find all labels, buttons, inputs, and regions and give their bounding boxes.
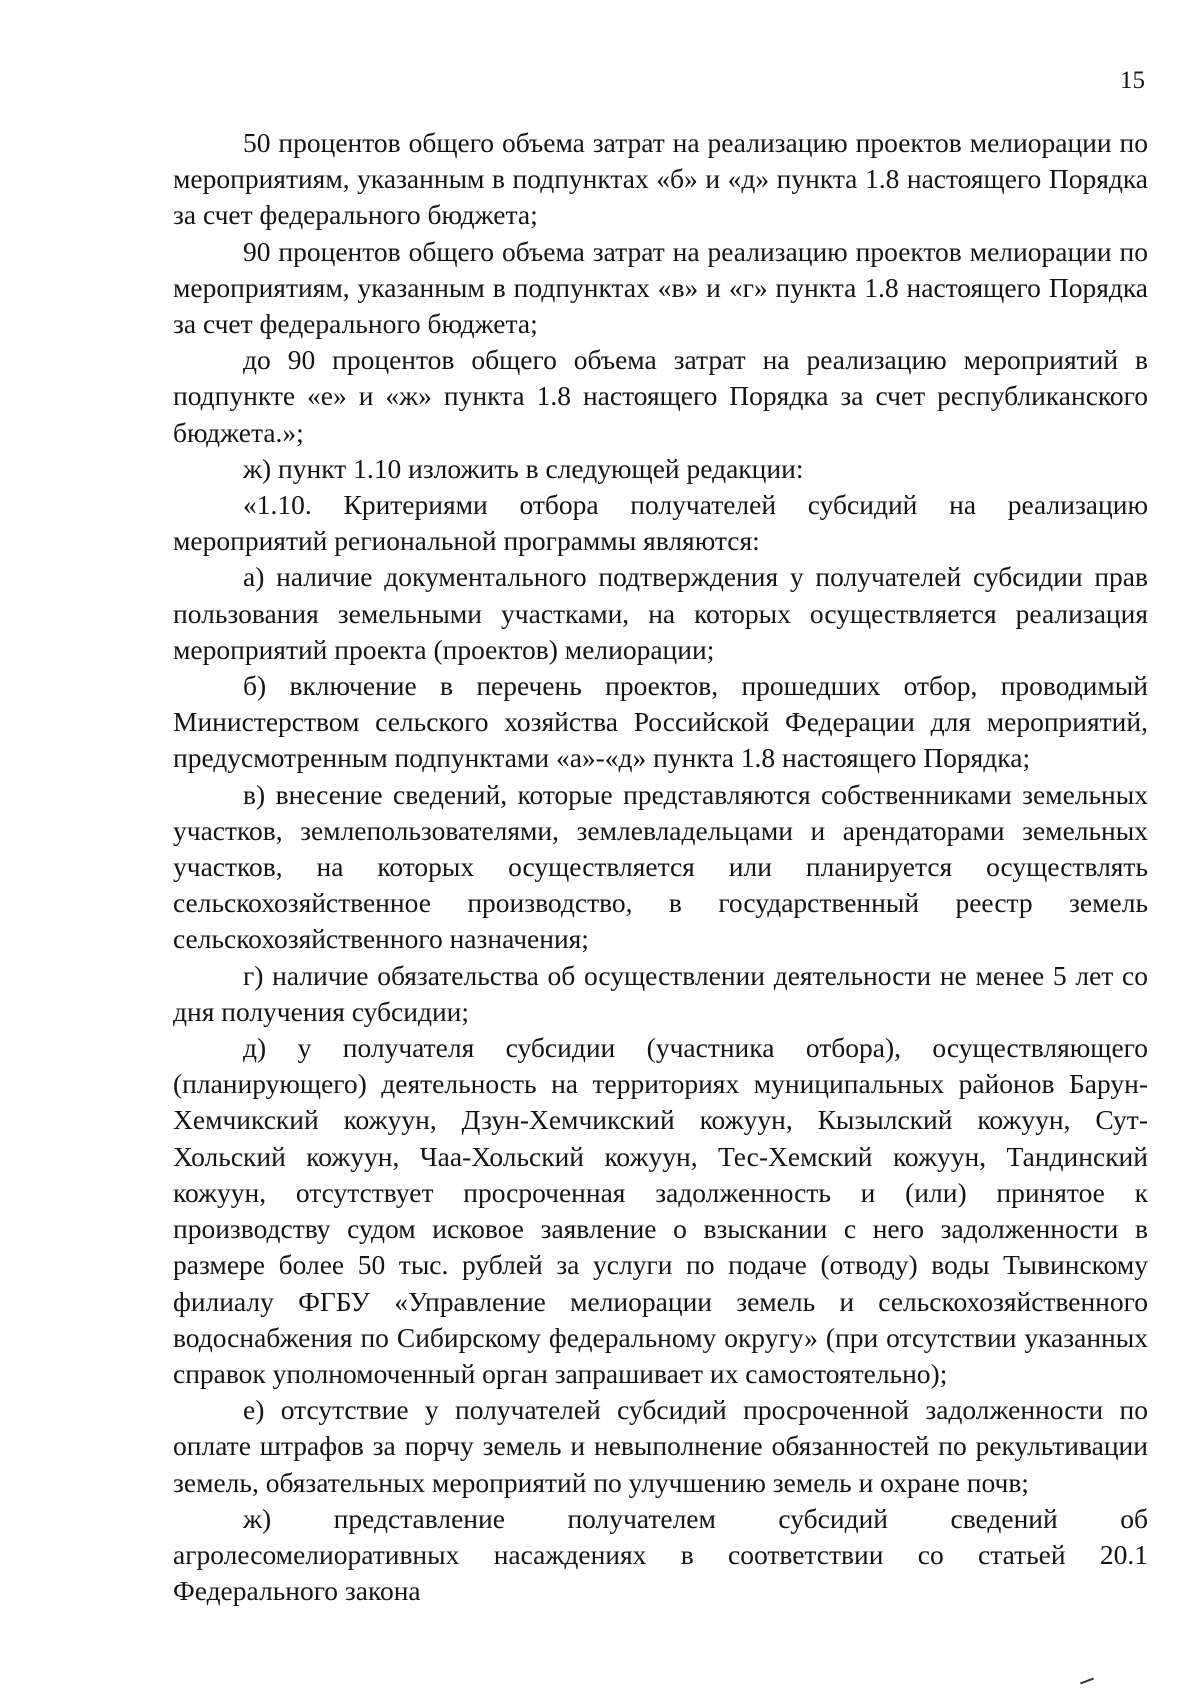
paragraph-10: д) у получателя субсидии (участника отбора), осуществляющего (планирующего) деятельность на территориях муниципальных районов Барун-Хемчикский кожуун, Дзун-Хемчикский кожуун, Кызылский кожуун, Сут-Хольский кожуун, Чаа-Хольский кожуун, Тес-Хемский кожуун, Тандинский кожуун, отсутствует просроченная задолженность и (или) принятое к производству судом исковое заявление о взыскании с него задолженности в размере более 50 тыс. рублей за услуги по подаче (отводу) воды Тывинскому филиалу ФГБУ «Управление мелиорации земель и сельскохозяйственного водоснабжения по Сибирскому федеральному округу» (при отсутствии указанных справок уполномоченный орган запрашивает их самостоятельно);	[173, 1032, 1148, 1389]
scan-artifact	[1080, 1678, 1094, 1685]
page-number: 15	[1120, 67, 1145, 94]
paragraph-12: ж) представление получателем субсидий сведений об агролесомелиоративных насаждениях в соответствии со статьей 20.1 Федерального закона	[173, 1502, 1148, 1607]
paragraph-2: 90 процентов общего объема затрат на реализацию проектов мелиорации по мероприятиям, указанным в подпунктах «в» и «г» пункта 1.8 настоящего Порядка за счет федерального бюджета;	[173, 235, 1148, 340]
paragraph-1: 50 процентов общего объема затрат на реализацию проектов мелиорации по мероприятиям, указанным в подпунктах «б» и «д» пункта 1.8 настоящего Порядка за счет федерального бюджета;	[173, 127, 1148, 231]
paragraph-6: а) наличие документального подтверждения у получателей субсидии прав пользования земельными участками, на которых осуществляется реализация мероприятий проекта (проектов) мелиорации;	[173, 561, 1148, 665]
paragraph-4: ж) пункт 1.10 изложить в следующей редакции:	[243, 452, 804, 484]
paragraph-3: до 90 процентов общего объема затрат на реализацию мероприятий в подпункте «е» и «ж» пункта 1.8 настоящего Порядка за счет республиканского бюджета.»;	[173, 344, 1148, 448]
paragraph-9: г) наличие обязательства об осуществлении деятельности не менее 5 лет со дня получения субсидии;	[173, 959, 1148, 1027]
paragraph-8: в) внесение сведений, которые представляются собственниками земельных участков, землепользователями, землевладельцами и арендаторами земельных участков, на которых осуществляется или планируется осуществлять сельскохозяйственное производство, в государственный реестр земель сельскохозяйственного назначения;	[173, 778, 1148, 955]
document-body	[173, 125, 1148, 1609]
paragraph-11: е) отсутствие у получателей субсидий просроченной задолженности по оплате штрафов за порчу земель и невыполнение обязанностей по рекультивации земель, обязательных мероприятий по улучшению земель и охране почв;	[173, 1394, 1148, 1498]
paragraph-7: б) включение в перечень проектов, прошедших отбор, проводимый Министерством сельского хозяйства Российской Федерации для мероприятий, предусмотренным подпунктами «а»-«д» пункта 1.8 настоящего Порядка;	[173, 670, 1148, 774]
paragraph-5: «1.10. Критериями отбора получателей субсидий на реализацию мероприятий региональной программы являются:	[173, 489, 1148, 557]
